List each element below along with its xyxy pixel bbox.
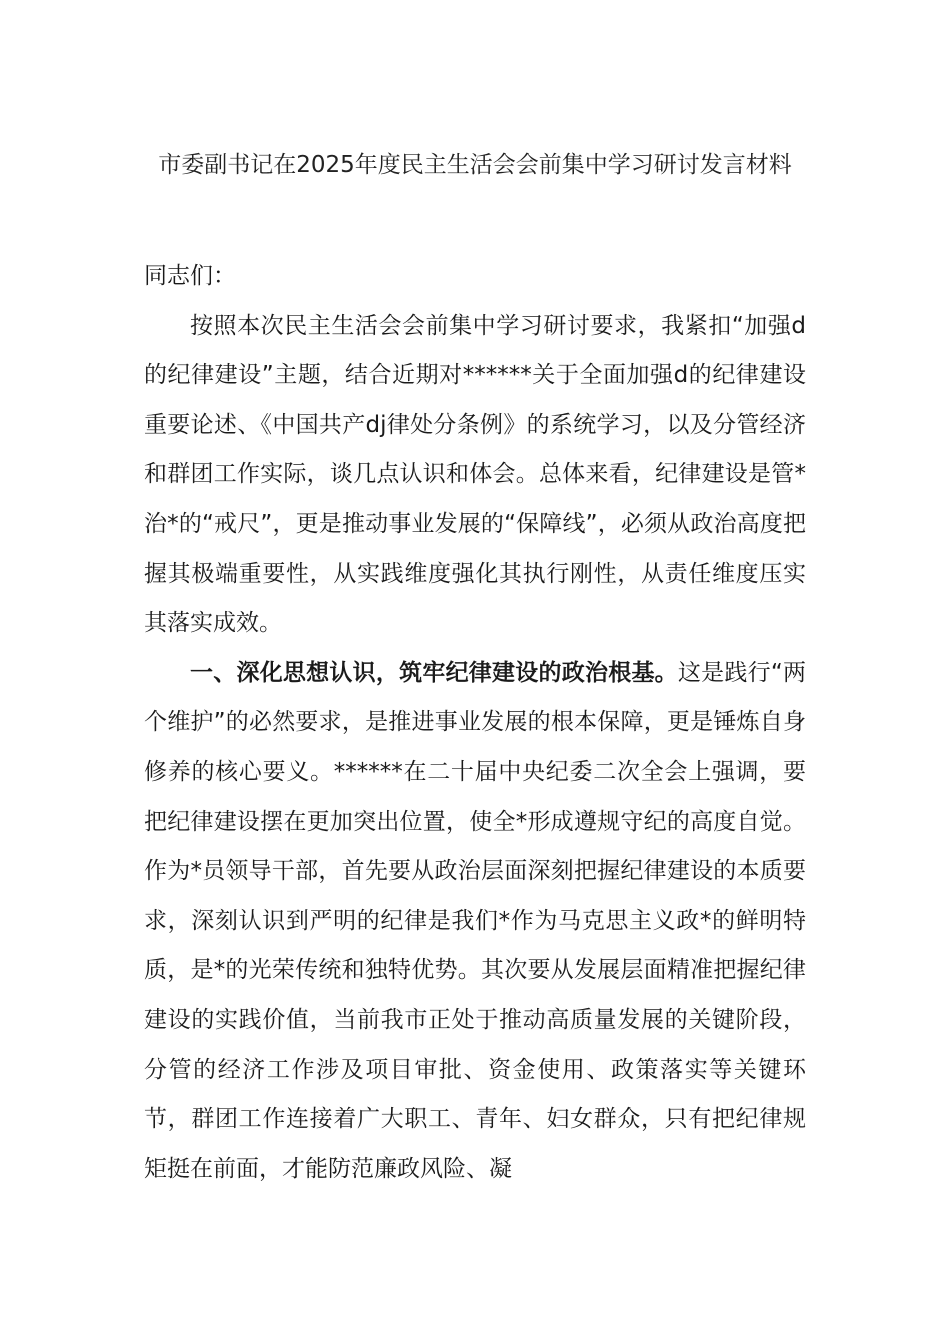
section-one-heading: 一、深化思想认识，筑牢纪律建设的政治根基。 [190, 659, 678, 686]
paragraph-intro [144, 302, 806, 649]
section-one-text: 这是践行“两个维护”的必然要求，是推进事业发展的根本保障，更是锤炼自身修养的核心要义。******在二十届中央纪委二次全会上强调，要把纪律建设摆在更加突出位置，使全*形成遵规守纪的高度自觉。作为*员领导干部，首先要从政治层面深刻把握纪律建设的本质要求，深刻认识到严明的纪律是我们*作为马克思主义政*的鲜明特质，是*的光荣传统和独特优势。其次要从发展层面精准把握纪律建设的实践价值，当前我市正处于推动高质量发展的关键阶段，分管的经济工作涉及项目审批、资金使用、政策落实等关键环节，群团工作连接着广大职工、青年、妇女群众，只有把纪律规矩挺在前面，才能防范廉政风险、凝 [144, 659, 807, 1182]
paragraph-intro-text: 按照本次民主生活会会前集中学习研讨要求，我紧扣“加强d的纪律建设”主题，结合近期对******关于全面加强d的纪律建设重要论述、《中国共产dj律处分条例》的系统学习，以及分管经济和群团工作实际，谈几点认识和体会。总体来看，纪律建设是管*治*的“戒尺”，更是推动事业发展的“保障线”，必须从政治高度把握其极端重要性，从实践维度强化其执行刚性，从责任维度压实其落实成效。 [144, 312, 806, 637]
document-body [144, 252, 806, 1194]
paragraph-section-one [144, 649, 806, 1195]
salutation: 同志们： [144, 263, 236, 289]
document-title: 市委副书记在2025年度民主生活会会前集中学习研讨发言材料 [158, 152, 792, 178]
